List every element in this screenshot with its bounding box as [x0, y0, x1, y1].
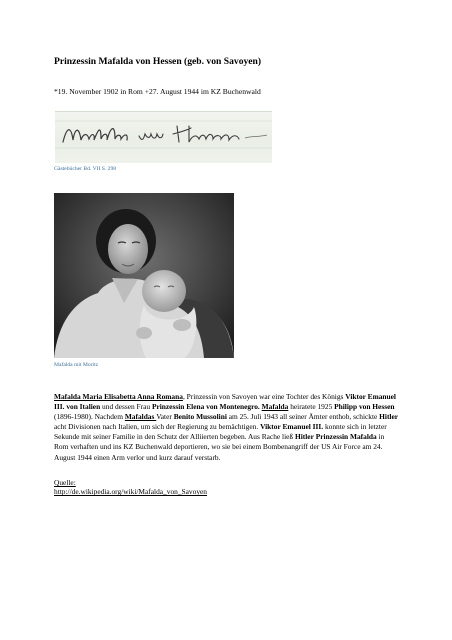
- text-segment: konnte sich in letzter Sekunde mit seiner Familie in den Schutz der Alliierten begeben. Aus Rache ließ: [54, 422, 387, 442]
- text-segment: am 25. Juli 1943 all seiner Ämter enthob, schickte: [226, 412, 380, 422]
- source-block: [54, 478, 207, 497]
- name-philipp: Philipp von Hessen: [334, 402, 395, 412]
- page-title: Prinzessin Mafalda von Hessen (geb. von Savoyen): [54, 56, 262, 67]
- biography-paragraph: [54, 392, 400, 463]
- name-hitler: Hitler: [379, 412, 399, 422]
- signature-caption: Gästebücher Bd. VII S. 298: [54, 166, 117, 172]
- name-prinzessin-mafalda: Prinzessin Mafalda: [315, 432, 377, 442]
- name-viktor-emanuel-2: Viktor Emanuel III.: [260, 422, 324, 432]
- link-mafalda-full-name[interactable]: Mafalda Maria Elisabetta Anna Romana: [54, 392, 183, 401]
- name-viktor-emanuel: Viktor Emanuel III. von Italien: [54, 392, 396, 412]
- portrait-photo: [54, 193, 234, 358]
- signature-image: [55, 111, 272, 163]
- source-label: Quelle:: [54, 478, 76, 487]
- text-segment: in Rom verhaften und ins KZ Buchenwald deportieren, wo sie bei einem Bombenangriff der US Air Force am 24. August 1944 einen Arm verlor und kurz darauf verstarb.: [54, 432, 385, 462]
- text-segment: acht Divisionen nach Italien, um sich der Regierung zu bemächtigen.: [54, 422, 261, 432]
- portrait-drawing: [54, 193, 234, 358]
- link-mafaldas[interactable]: Mafaldas: [124, 412, 157, 422]
- link-mafalda[interactable]: Mafalda: [261, 402, 289, 412]
- text-segment: , Prinzessin von Savoyen war eine Tochter des Königs: [182, 392, 346, 401]
- signature-drawing: [55, 112, 272, 163]
- source-link[interactable]: http://de.wikipedia.org/wiki/Mafalda_von_Savoyen: [54, 487, 207, 497]
- name-hitler-2: Hitler: [294, 432, 314, 442]
- life-dates: *19. November 1902 in Rom +27. August 1944 im KZ Buchenwald: [54, 87, 261, 96]
- name-mussolini: Benito Mussolini: [173, 412, 227, 422]
- text-segment: Vater: [156, 412, 174, 422]
- photo-caption: Mafalda mit Moritz: [54, 362, 99, 368]
- text-segment: heiratete 1925: [288, 402, 335, 412]
- name-elena: Prinzessin Elena von Montenegro.: [151, 402, 260, 412]
- text-segment: (1896-1980). Nachdem: [54, 412, 125, 422]
- text-segment: und dessen Frau: [100, 402, 152, 412]
